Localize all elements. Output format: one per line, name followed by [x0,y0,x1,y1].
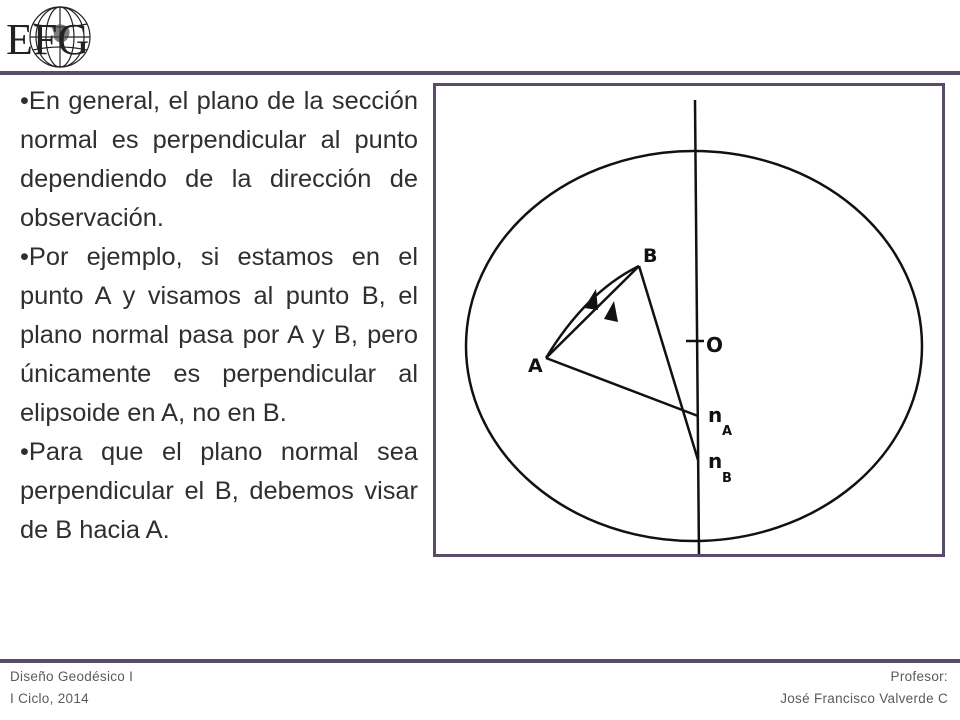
minor-axis [695,100,699,554]
label-na-sub: A [722,424,733,439]
label-a: A [528,355,543,377]
label-nb: n [708,449,723,473]
efg-logo [2,4,120,70]
bullet-item-1: • En general, el plano de la sección normal es perpendicular al punto dependiendo de la dirección de observación. [20,82,418,238]
course-name: Diseño Geodésico I [10,669,134,684]
chord-ab [546,266,639,358]
label-o: O [706,333,724,357]
footer-professor-info [780,666,948,710]
bullet-item-3: • Para que el plano normal sea perpendicular el B, debemos visar de B hacia A. [20,433,418,550]
arrow-curve [584,289,598,310]
professor-label: Profesor: [890,669,948,684]
footer-course-info [10,666,133,710]
arrow-chord [604,301,618,322]
bullet-item-2: • Por ejemplo, si estamos en el punto A y visamos al punto B, el plano normal pasa por A y B, pero únicamente es perpendicular al elipsoide en A, no en B. [20,238,418,433]
header-rule [0,71,960,75]
label-b: B [643,245,658,267]
ellipse-outline [466,151,922,541]
ellipsoid-diagram [433,83,945,557]
bullet-list [20,82,418,550]
professor-name: José Francisco Valverde C [780,691,948,706]
label-nb-sub: B [722,471,732,486]
normal-line-b [639,266,698,460]
label-na: n [708,403,723,427]
course-term: I Ciclo, 2014 [10,691,89,706]
footer-rule [0,659,960,663]
logo-text: EFG [6,15,90,64]
